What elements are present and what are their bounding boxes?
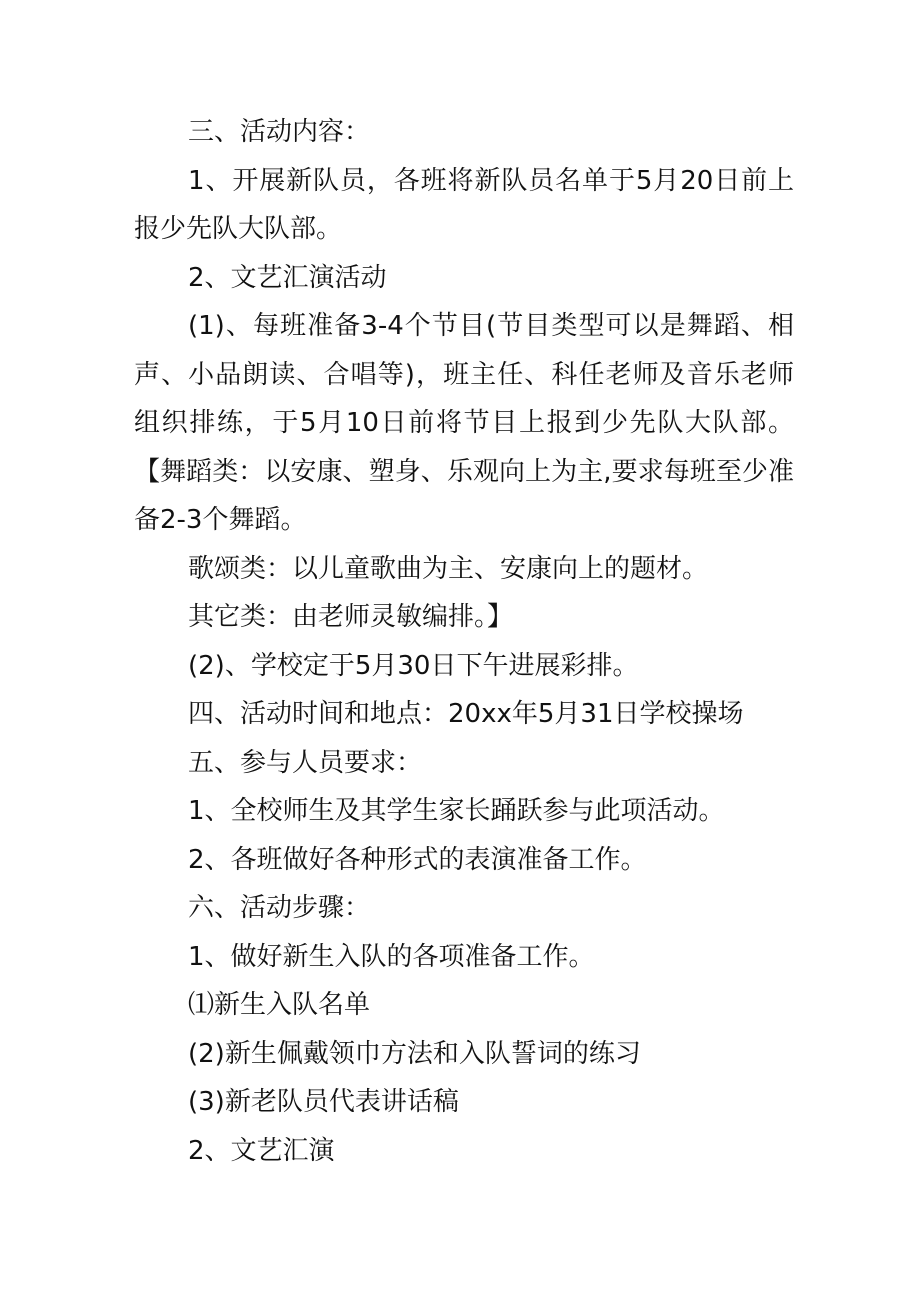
- paragraph: 1、全校师生及其学生家长踊跃参与此项活动。: [188, 796, 725, 826]
- paragraph: 1、做好新生入队的各项准备工作。: [188, 941, 595, 972]
- document-body: [134, 108, 794, 1175]
- section-heading-steps: 六、活动步骤：: [188, 893, 371, 923]
- section-heading-activity-content: 三、活动内容：: [188, 117, 371, 147]
- paragraph: 歌颂类：以儿童歌曲为主、安康向上的题材。: [188, 553, 709, 584]
- paragraph: (2)、学校定于5月30日下午进展彩排。: [188, 650, 639, 681]
- paragraph: ⑴新生入队名单: [188, 990, 371, 1020]
- paragraph: 1、开展新队员，各班将新队员名单于5月20日前上报少先队大队部。: [134, 165, 794, 244]
- paragraph: (2)新生佩戴领巾方法和入队誓词的练习: [188, 1038, 641, 1069]
- paragraph: 2、文艺汇演: [188, 1135, 335, 1166]
- paragraph: 其它类：由老师灵敏编排。】: [188, 602, 514, 632]
- section-heading-time-place: 四、活动时间和地点：20xx年5月31日学校操场: [188, 699, 744, 729]
- paragraph: 2、各班做好各种形式的表演准备工作。: [188, 844, 647, 875]
- paragraph: 2、文艺汇演活动: [188, 262, 387, 293]
- paragraph: (3)新老队员代表讲话稿: [188, 1087, 459, 1117]
- section-heading-participants: 五、参与人员要求：: [188, 747, 423, 778]
- paragraph: (1)、每班准备3-4个节目(节目类型可以是舞蹈、相声、小品朗读、合唱等)，班主任、科任老师及音乐老师组织排练，于5月10日前将节目上报到少先队大队部。【舞蹈类：以安康、塑身、乐观向上为主,要求每班至少准备2-3个舞蹈。: [134, 311, 794, 535]
